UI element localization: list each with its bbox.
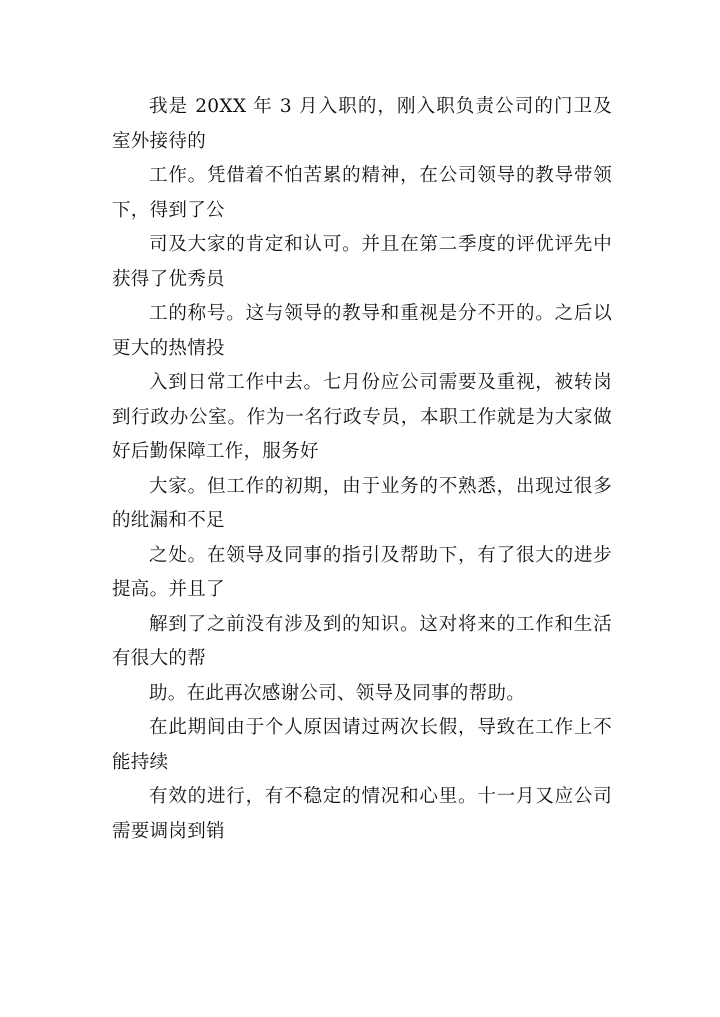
paragraph: 有效的进行，有不稳定的情况和心里。十一月又应公司需要调岗到销 [112,786,612,842]
paragraph: 我是 20XX 年 3 月入职的，刚入职负责公司的门卫及室外接待的 [112,96,612,152]
paragraph: 之处。在领导及同事的指引及帮助下，有了很大的进步提高。并且了 [112,544,612,600]
paragraph: 解到了之前没有涉及到的知识。这对将来的工作和生活有很大的帮 [112,613,612,669]
paragraph: 工作。凭借着不怕苦累的精神，在公司领导的教导带领下，得到了公 [112,165,612,221]
paragraph: 助。在此再次感谢公司、领导及同事的帮助。 [149,682,526,704]
paragraph: 工的称号。这与领导的教导和重视是分不开的。之后以更大的热情投 [112,303,612,359]
paragraph: 司及大家的肯定和认可。并且在第二季度的评优评先中获得了优秀员 [112,234,612,290]
paragraph: 入到日常工作中去。七月份应公司需要及重视，被转岗到行政办公室。作为一名行政专员，本职工作就是为大家做好后勤保障工作，服务好 [112,372,612,462]
document-body [112,90,612,849]
paragraph: 在此期间由于个人原因请过两次长假，导致在工作上不能持续 [112,717,612,773]
paragraph: 大家。但工作的初期，由于业务的不熟悉，出现过很多的纰漏和不足 [112,475,612,531]
